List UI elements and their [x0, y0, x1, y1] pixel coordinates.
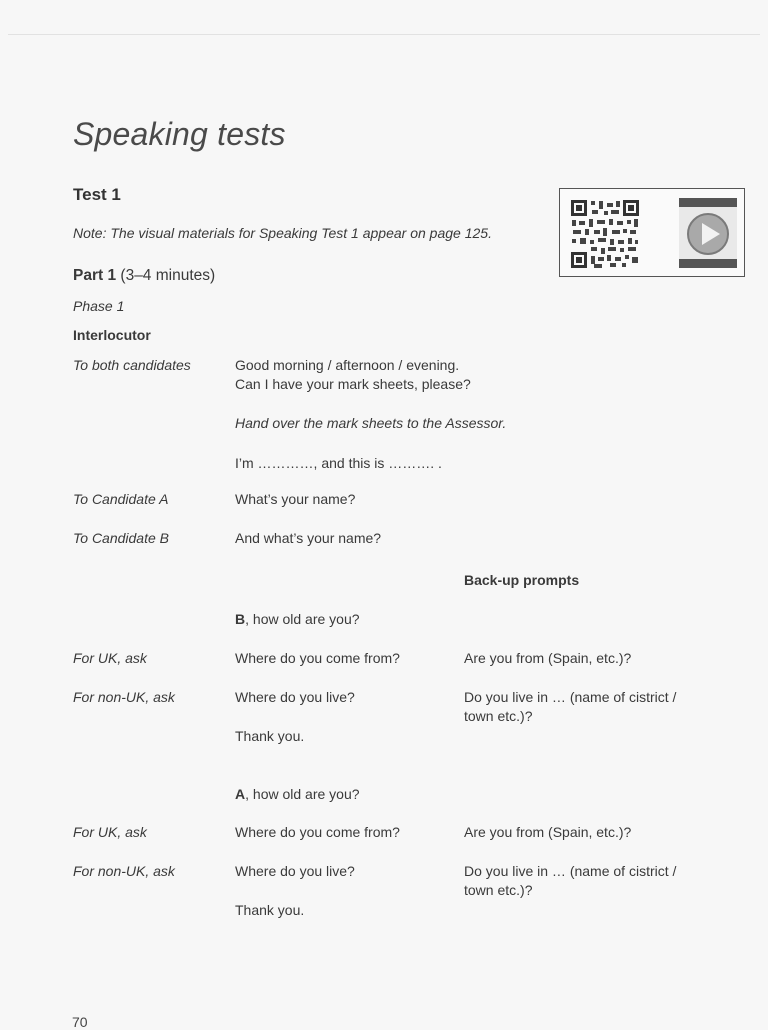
- part-label: Part 1: [73, 267, 117, 284]
- top-rule: [8, 34, 760, 35]
- b-age-question-text: , how old are you?: [245, 611, 360, 627]
- test-heading: Test 1: [73, 185, 121, 204]
- b-age-question: [235, 611, 360, 627]
- video-thumbnail[interactable]: [679, 198, 737, 268]
- part-duration: (3–4 minutes): [120, 267, 216, 284]
- b-nonuk-question: Where do you live?: [235, 689, 355, 705]
- qr-code-icon[interactable]: [570, 199, 640, 269]
- greeting: [235, 356, 471, 394]
- b-uk-question: Where do you come from?: [235, 650, 400, 666]
- a-nonuk-prompt-line-2: town etc.)?: [464, 882, 533, 898]
- a-uk-label: For UK, ask: [73, 824, 147, 840]
- b-uk-label: For UK, ask: [73, 650, 147, 666]
- a-age-name: A: [235, 786, 246, 802]
- a-nonuk-question: Where do you live?: [235, 863, 355, 879]
- a-uk-question: Where do you come from?: [235, 824, 400, 840]
- interlocutor-heading: Interlocutor: [73, 327, 151, 343]
- part-heading: [73, 267, 215, 285]
- b-nonuk-prompt-line-1: Do you live in … (name of cistrict /: [464, 689, 677, 705]
- play-video-icon[interactable]: [679, 198, 737, 268]
- b-nonuk-label: For non-UK, ask: [73, 689, 175, 705]
- to-candidate-a-question: What’s your name?: [235, 491, 356, 507]
- b-nonuk-prompt: [464, 688, 676, 726]
- a-thanks: Thank you.: [235, 902, 305, 918]
- handover-instruction: Hand over the mark sheets to the Assessor.: [235, 415, 507, 431]
- a-nonuk-prompt-line-1: Do you live in … (name of cistrict /: [464, 863, 677, 879]
- media-box[interactable]: [559, 188, 745, 277]
- note-text: Note: The visual materials for Speaking Test 1 appear on page 125.: [73, 225, 492, 241]
- greeting-line-1: Good morning / afternoon / evening.: [235, 357, 460, 373]
- page-title: Speaking tests: [73, 116, 286, 152]
- a-age-question-text: , how old are you?: [245, 786, 360, 802]
- b-age-name: B: [235, 611, 246, 627]
- a-age-question: [235, 786, 360, 802]
- b-thanks: Thank you.: [235, 728, 305, 744]
- backup-prompts-heading: Back-up prompts: [464, 572, 580, 588]
- to-candidate-b-label: To Candidate B: [73, 530, 169, 546]
- intro-line: I’m …………, and this is ………. .: [235, 455, 442, 471]
- greeting-line-2: Can I have your mark sheets, please?: [235, 376, 471, 392]
- b-uk-prompt: Are you from (Spain, etc.)?: [464, 650, 632, 666]
- a-uk-prompt: Are you from (Spain, etc.)?: [464, 824, 632, 840]
- to-candidate-a-label: To Candidate A: [73, 491, 169, 507]
- a-nonuk-label: For non-UK, ask: [73, 863, 175, 879]
- phase-label: Phase 1: [73, 298, 125, 314]
- b-nonuk-prompt-line-2: town etc.)?: [464, 708, 533, 724]
- to-candidate-b-question: And what’s your name?: [235, 530, 382, 546]
- to-both-label: To both candidates: [73, 357, 191, 373]
- page-number: 70: [72, 1014, 88, 1030]
- a-nonuk-prompt: [464, 862, 676, 900]
